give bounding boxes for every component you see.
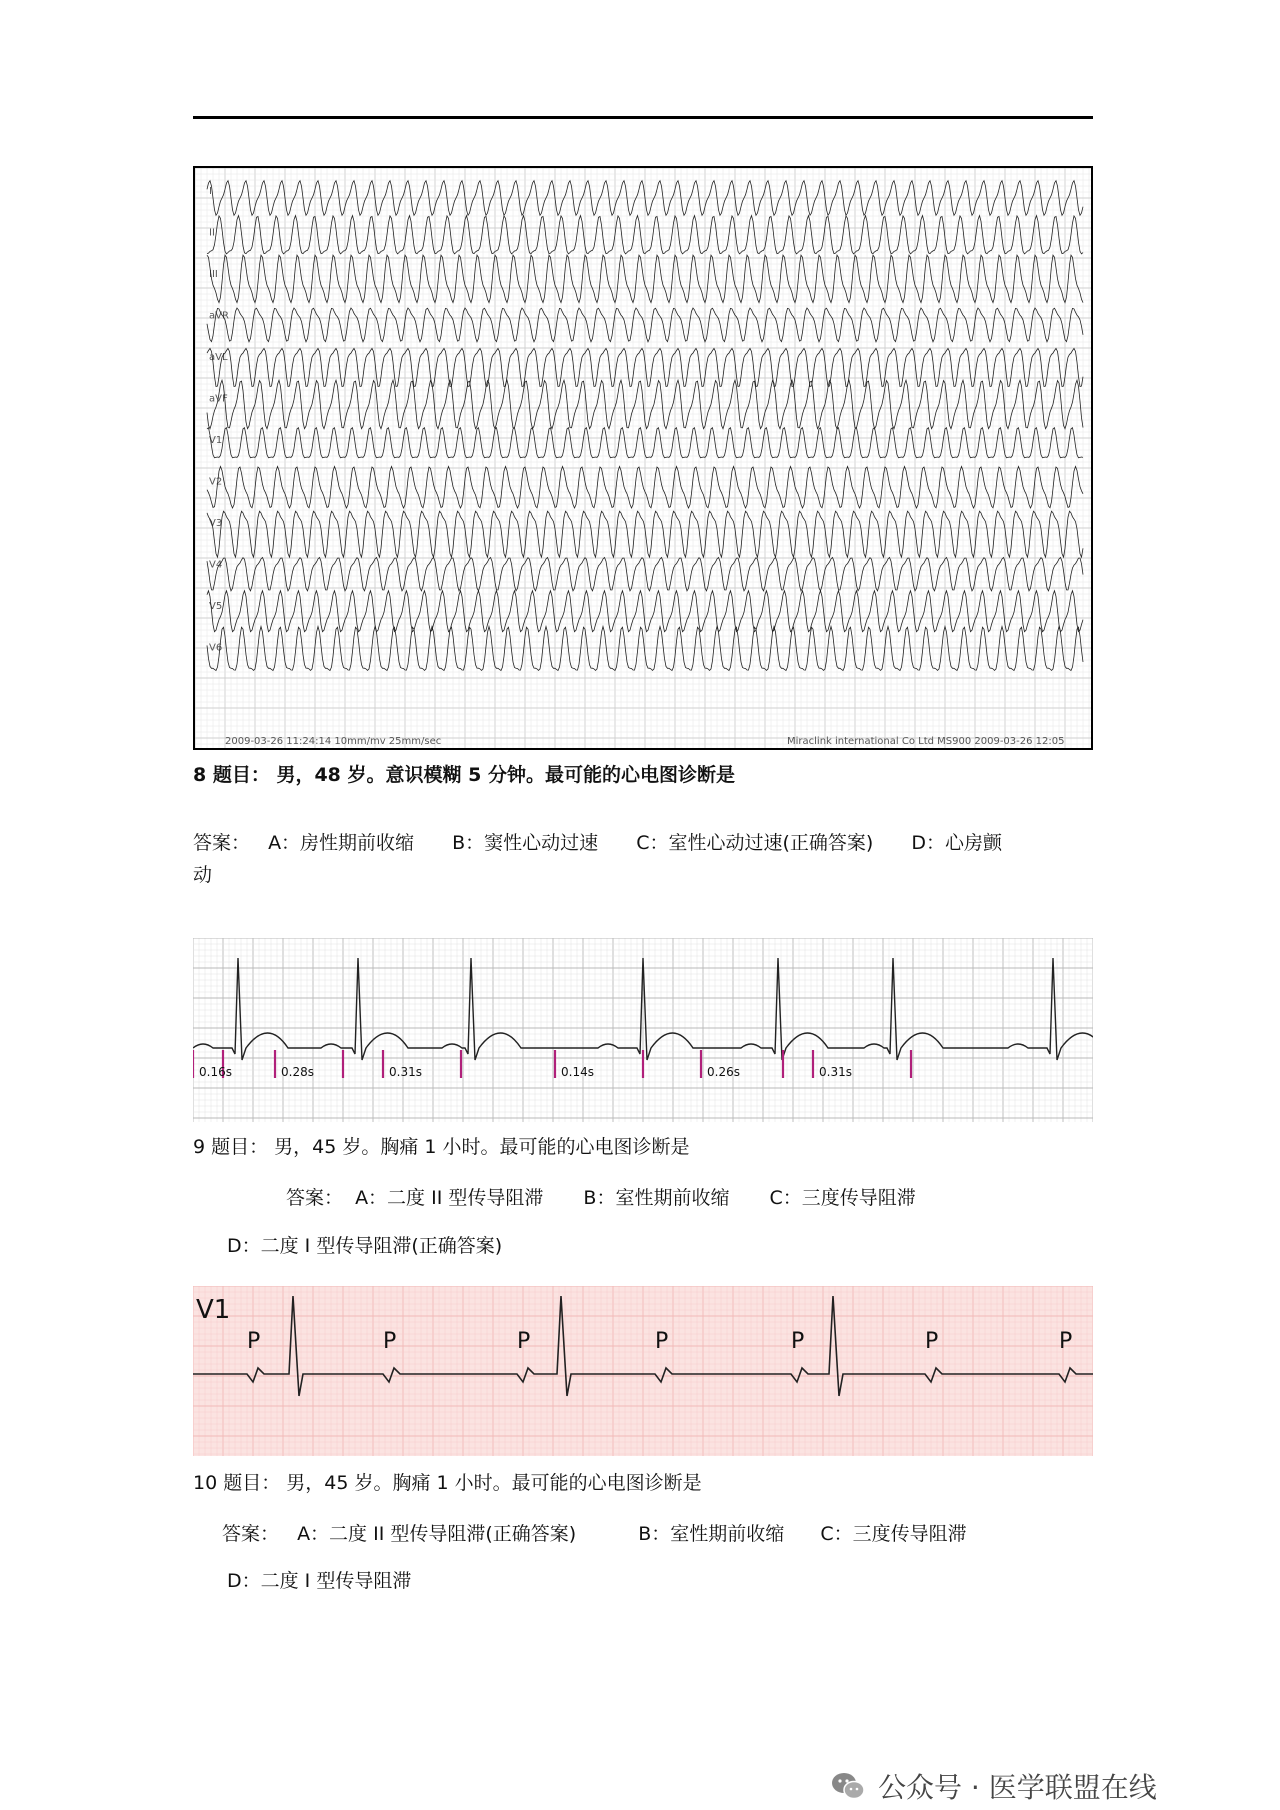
pr-interval-caliper <box>275 1050 343 1079</box>
lead-label-V6: V6 <box>209 642 223 654</box>
ecg-strip-q10-svg <box>193 1286 1093 1456</box>
lead-label-V5: V5 <box>209 601 223 612</box>
q9-option-d: D：二度 I 型传导阻滞(正确答案) <box>227 1235 503 1257</box>
ecg-strip-q9-svg <box>193 938 1093 1122</box>
ecg-12-lead-figure <box>193 166 1093 750</box>
ecg-grid-q8 <box>195 168 1091 748</box>
p-wave-label: P <box>517 1329 531 1354</box>
pr-interval-caliper <box>555 1050 643 1079</box>
q8-option-d: D：心房颤 <box>911 832 1002 854</box>
q9-answer-prefix: 答案： <box>286 1187 344 1209</box>
p-wave-label: P <box>655 1329 669 1354</box>
pr-interval-label: 0.31s <box>819 1065 852 1079</box>
q9-answer-line <box>286 1189 916 1208</box>
q8-answer-prefix: 答案： <box>193 832 251 854</box>
q8-stem: 8 题目： 男，48 岁。意识模糊 5 分钟。最可能的心电图诊断是 <box>193 764 735 786</box>
q10-option-a: A：二度 II 型传导阻滞(正确答案) <box>297 1523 577 1545</box>
q8-option-b: B：窦性心动过速 <box>452 832 599 854</box>
lead-label-II: II <box>209 227 215 239</box>
pr-interval-label: 0.28s <box>281 1065 314 1079</box>
q8-option-c: C：室性心动过速(正确答案) <box>636 832 874 854</box>
q10-option-b: B：室性期前收缩 <box>638 1523 785 1545</box>
q10-option-c: C：三度传导阻滞 <box>820 1523 967 1545</box>
q10-option-d: D：二度 I 型传导阻滞 <box>227 1570 412 1592</box>
p-wave-label: P <box>791 1329 805 1354</box>
q10-answer-line <box>222 1525 967 1544</box>
ecg-strip-q9 <box>193 938 1093 1122</box>
lead-label-V2: V2 <box>209 476 223 488</box>
p-wave-label: P <box>1059 1329 1073 1354</box>
q9-option-a: A：二度 II 型传导阻滞 <box>355 1187 544 1209</box>
q10-answer-prefix: 答案： <box>222 1523 280 1545</box>
lead-label-aVR: aVR <box>209 310 229 322</box>
ecg-strip-q10 <box>193 1286 1093 1456</box>
header-rule <box>193 116 1093 119</box>
q8-answer-line <box>193 834 1002 853</box>
q9-stem: 9 题目： 男，45 岁。胸痛 1 小时。最可能的心电图诊断是 <box>193 1136 690 1158</box>
p-wave-label: P <box>247 1329 261 1354</box>
ecg-footer-left: 2009-03-26 11:24:14 10mm/mv 25mm/sec <box>225 736 442 747</box>
lead-label-aVL: aVL <box>209 352 228 363</box>
footer-text: 公众号 · 医学联盟在线 <box>878 1771 1157 1804</box>
pr-interval-label: 0.26s <box>707 1065 740 1079</box>
footer-account <box>830 1766 1157 1806</box>
p-wave-label: P <box>925 1329 939 1354</box>
lead-label-I: I <box>209 186 212 197</box>
lead-label-V4: V4 <box>209 559 223 571</box>
p-wave-label: P <box>383 1329 397 1354</box>
ecg-footer-right: Miraclink international Co Ltd MS900 2009-03-26 12:05 <box>787 736 1065 747</box>
q9-option-c: C：三度传导阻滞 <box>769 1187 916 1209</box>
q8-answer-wrap: 动 <box>193 864 213 886</box>
q9-option-b: B：室性期前收缩 <box>583 1187 730 1209</box>
pr-interval-label: 0.31s <box>389 1065 422 1079</box>
pr-interval-caliper <box>383 1050 461 1079</box>
q10-stem: 10 题目： 男，45 岁。胸痛 1 小时。最可能的心电图诊断是 <box>193 1472 702 1494</box>
q8-option-a: A：房性期前收缩 <box>268 832 415 854</box>
lead-label-aVF: aVF <box>209 393 228 405</box>
pr-interval-caliper <box>701 1050 783 1079</box>
pr-interval-label: 0.14s <box>561 1065 594 1079</box>
lead-label-V1: V1 <box>209 435 223 446</box>
lead-label-III: III <box>209 269 218 280</box>
wechat-icon <box>830 1770 866 1802</box>
pr-interval-label: 0.16s <box>199 1065 232 1079</box>
ecg-12-lead-svg <box>195 168 1091 748</box>
lead-label-v1: V1 <box>196 1295 231 1325</box>
lead-label-V3: V3 <box>209 518 223 529</box>
